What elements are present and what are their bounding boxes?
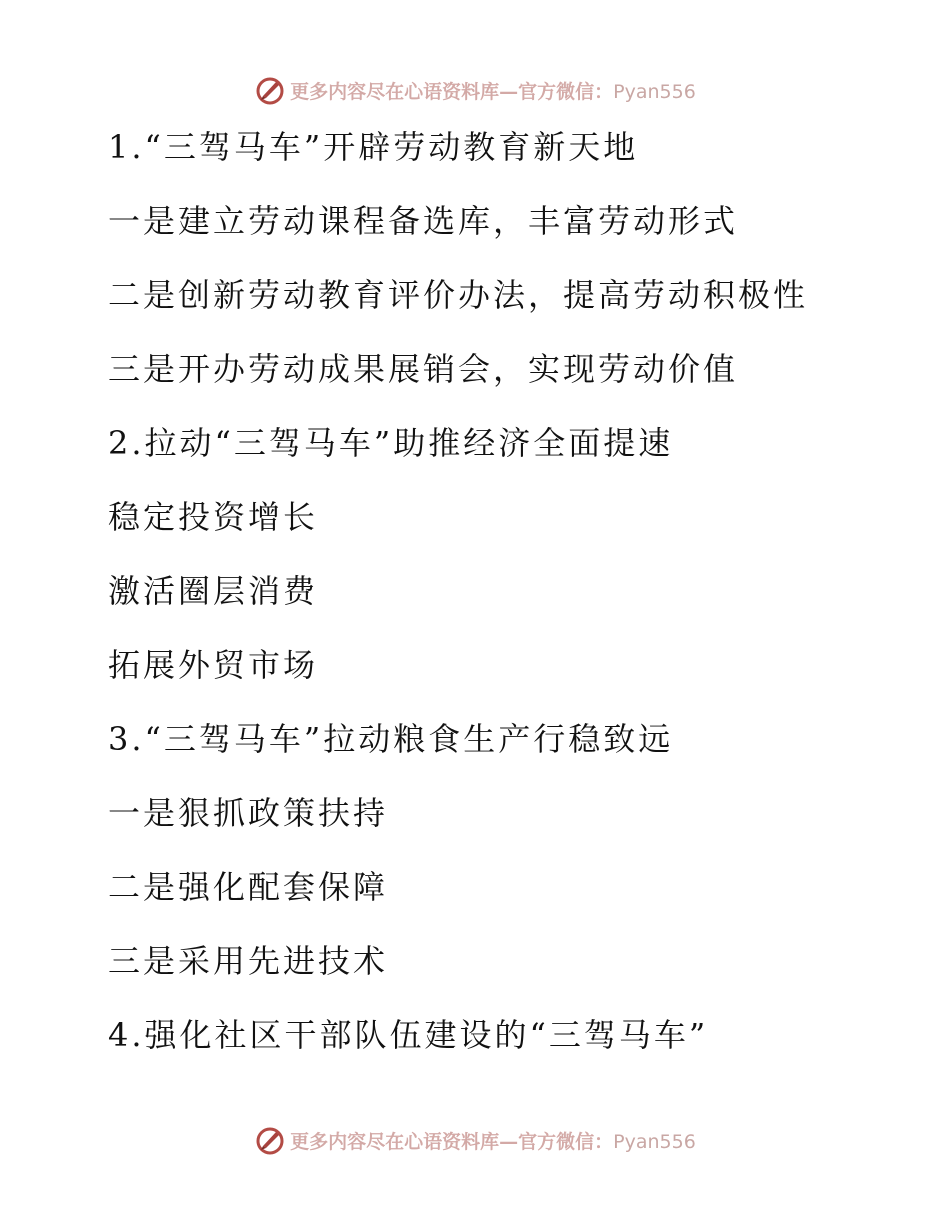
document-body (108, 122, 908, 1084)
pen-logo-icon (254, 74, 286, 106)
list-item: 一是建立劳动课程备选库，丰富劳动形式 (108, 202, 739, 240)
footer-watermark (0, 1120, 950, 1160)
heading-4: 4.强化社区干部队伍建设的“三驾马车” (108, 1016, 709, 1054)
watermark-handle: Pyan556 (613, 1130, 696, 1153)
list-item: 三是开办劳动成果展销会，实现劳动价值 (108, 350, 739, 388)
header-watermark (0, 70, 950, 110)
list-item: 拓展外贸市场 (108, 646, 319, 684)
heading-2: 2.拉动“三驾马车”助推经济全面提速 (108, 424, 674, 462)
list-item: 激活圈层消费 (108, 572, 319, 610)
heading-1: 1.“三驾马车”开辟劳动教育新天地 (108, 128, 639, 166)
list-item: 三是采用先进技术 (108, 942, 389, 980)
list-item: 一是狠抓政策扶持 (108, 794, 389, 832)
heading-3: 3.“三驾马车”拉动粮食生产行稳致远 (108, 720, 674, 758)
watermark-text: 更多内容尽在心语资料库—官方微信： (290, 80, 614, 103)
list-item: 稳定投资增长 (108, 498, 319, 536)
watermark-text: 更多内容尽在心语资料库—官方微信： (290, 1130, 614, 1153)
list-item: 二是强化配套保障 (108, 868, 389, 906)
watermark-handle: Pyan556 (613, 80, 696, 103)
list-item: 二是创新劳动教育评价办法，提高劳动积极性 (108, 276, 809, 314)
pen-logo-icon (254, 1124, 286, 1156)
